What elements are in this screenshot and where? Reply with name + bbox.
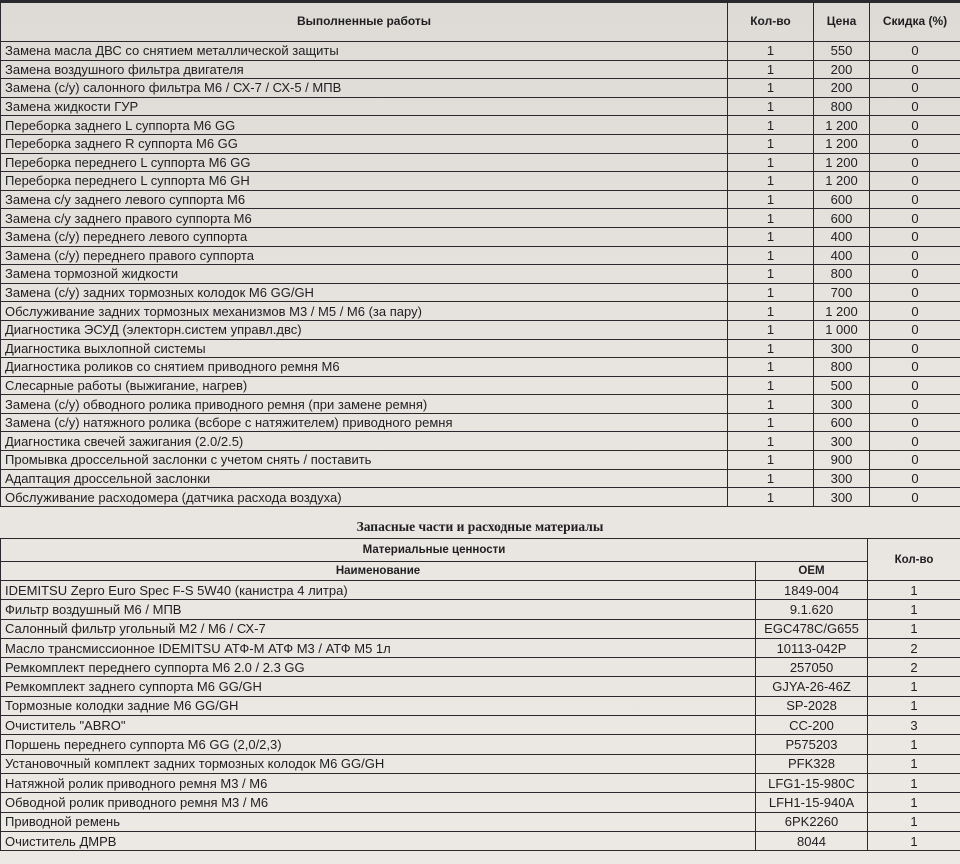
works-row: [1, 209, 960, 228]
parts-row: [1, 793, 960, 812]
part-name-cell: Установочный комплект задних тормозных колодок М6 GG/GH: [1, 754, 756, 773]
part-oem-cell: 9.1.620: [756, 600, 868, 619]
work-qty-cell: 1: [728, 469, 814, 488]
work-qty-cell: 1: [728, 413, 814, 432]
work-qty-cell: 1: [728, 432, 814, 451]
work-discount-cell: 0: [870, 320, 960, 339]
parts-row: [1, 677, 960, 696]
work-name-cell: Переборка переднего L суппорта М6 GG: [1, 153, 728, 172]
work-qty-cell: 1: [728, 153, 814, 172]
work-qty-cell: 1: [728, 97, 814, 116]
work-name-cell: Замена масла ДВС со снятием металлической защиты: [1, 42, 728, 61]
parts-row: [1, 735, 960, 754]
work-discount-cell: 0: [870, 395, 960, 414]
work-price-cell: 1 200: [814, 302, 870, 321]
parts-row: [1, 716, 960, 735]
work-name-cell: Диагностика выхлопной системы: [1, 339, 728, 358]
parts-row: [1, 812, 960, 831]
part-qty-cell: 1: [868, 812, 960, 831]
work-qty-cell: 1: [728, 358, 814, 377]
work-name-cell: Переборка заднего L суппорта М6 GG: [1, 116, 728, 135]
part-qty-cell: 1: [868, 619, 960, 638]
works-row: [1, 190, 960, 209]
works-header-row: [1, 1, 960, 42]
work-discount-cell: 0: [870, 265, 960, 284]
work-discount-cell: 0: [870, 469, 960, 488]
part-oem-cell: GJYA-26-46Z: [756, 677, 868, 696]
parts-header-group: Материальные ценности: [1, 539, 868, 562]
work-name-cell: Замена воздушного фильтра двигателя: [1, 60, 728, 79]
work-discount-cell: 0: [870, 116, 960, 135]
work-qty-cell: 1: [728, 227, 814, 246]
parts-row: [1, 754, 960, 773]
works-row: [1, 116, 960, 135]
part-oem-cell: 257050: [756, 658, 868, 677]
work-discount-cell: 0: [870, 376, 960, 395]
work-qty-cell: 1: [728, 376, 814, 395]
work-name-cell: Диагностика роликов со снятием приводного ремня М6: [1, 358, 728, 377]
work-discount-cell: 0: [870, 413, 960, 432]
works-row: [1, 413, 960, 432]
work-discount-cell: 0: [870, 358, 960, 377]
parts-header-row-2: [1, 562, 960, 581]
works-row: [1, 42, 960, 61]
work-qty-cell: 1: [728, 395, 814, 414]
works-row: [1, 358, 960, 377]
works-row: [1, 134, 960, 153]
parts-header-oem: OEM: [756, 562, 868, 581]
work-qty-cell: 1: [728, 451, 814, 470]
work-price-cell: 550: [814, 42, 870, 61]
work-price-cell: 1 000: [814, 320, 870, 339]
part-name-cell: Поршень переднего суппорта М6 GG (2,0/2,3): [1, 735, 756, 754]
part-name-cell: Приводной ремень: [1, 812, 756, 831]
work-price-cell: 300: [814, 395, 870, 414]
work-name-cell: Замена с/у заднего правого суппорта М6: [1, 209, 728, 228]
work-qty-cell: 1: [728, 116, 814, 135]
work-price-cell: 300: [814, 432, 870, 451]
part-name-cell: Ремкомплект переднего суппорта М6 2.0 / 2.3 GG: [1, 658, 756, 677]
work-discount-cell: 0: [870, 134, 960, 153]
works-row: [1, 320, 960, 339]
work-price-cell: 600: [814, 190, 870, 209]
work-name-cell: Слесарные работы (выжигание, нагрев): [1, 376, 728, 395]
work-name-cell: Замена (с/у) салонного фильтра М6 / СХ-7 / СХ-5 / МПВ: [1, 79, 728, 98]
work-name-cell: Диагностика ЭСУД (электорн.систем управл.двс): [1, 320, 728, 339]
work-price-cell: 1 200: [814, 172, 870, 191]
works-header-name: Выполненные работы: [1, 1, 728, 42]
work-discount-cell: 0: [870, 190, 960, 209]
work-qty-cell: 1: [728, 42, 814, 61]
works-row: [1, 451, 960, 470]
part-name-cell: Обводной ролик приводного ремня М3 / М6: [1, 793, 756, 812]
work-name-cell: Обслуживание задних тормозных механизмов М3 / М5 / М6 (за пару): [1, 302, 728, 321]
part-name-cell: Масло трансмиссионное IDEMITSU АТФ-М АТФ М3 / АТФ М5 1л: [1, 638, 756, 657]
part-qty-cell: 2: [868, 658, 960, 677]
parts-row: [1, 773, 960, 792]
part-qty-cell: 2: [868, 638, 960, 657]
part-qty-cell: 1: [868, 831, 960, 850]
work-price-cell: 300: [814, 488, 870, 507]
part-qty-cell: 1: [868, 581, 960, 600]
part-name-cell: Фильтр воздушный М6 / МПВ: [1, 600, 756, 619]
work-price-cell: 700: [814, 283, 870, 302]
work-name-cell: Промывка дроссельной заслонки с учетом снять / поставить: [1, 451, 728, 470]
parts-row: [1, 696, 960, 715]
work-discount-cell: 0: [870, 339, 960, 358]
work-price-cell: 600: [814, 413, 870, 432]
works-row: [1, 246, 960, 265]
work-name-cell: Адаптация дроссельной заслонки: [1, 469, 728, 488]
works-header-price: Цена: [814, 1, 870, 42]
work-price-cell: 200: [814, 60, 870, 79]
work-discount-cell: 0: [870, 60, 960, 79]
work-name-cell: Замена тормозной жидкости: [1, 265, 728, 284]
part-oem-cell: P575203: [756, 735, 868, 754]
part-oem-cell: LFG1-15-980C: [756, 773, 868, 792]
work-name-cell: Переборка переднего L суппорта М6 GH: [1, 172, 728, 191]
work-qty-cell: 1: [728, 302, 814, 321]
work-price-cell: 800: [814, 265, 870, 284]
work-price-cell: 500: [814, 376, 870, 395]
work-price-cell: 800: [814, 358, 870, 377]
parts-row: [1, 619, 960, 638]
work-name-cell: Замена (с/у) обводного ролика приводного ремня (при замене ремня): [1, 395, 728, 414]
work-discount-cell: 0: [870, 79, 960, 98]
part-qty-cell: 3: [868, 716, 960, 735]
work-discount-cell: 0: [870, 451, 960, 470]
works-row: [1, 432, 960, 451]
work-name-cell: Замена (с/у) переднего правого суппорта: [1, 246, 728, 265]
part-oem-cell: PFK328: [756, 754, 868, 773]
work-price-cell: 900: [814, 451, 870, 470]
part-qty-cell: 1: [868, 600, 960, 619]
part-oem-cell: SP-2028: [756, 696, 868, 715]
works-row: [1, 172, 960, 191]
works-row: [1, 153, 960, 172]
works-row: [1, 339, 960, 358]
parts-header-qty: Кол-во: [868, 539, 960, 581]
work-discount-cell: 0: [870, 488, 960, 507]
works-row: [1, 395, 960, 414]
works-row: [1, 265, 960, 284]
work-name-cell: Замена (с/у) переднего левого суппорта: [1, 227, 728, 246]
work-discount-cell: 0: [870, 283, 960, 302]
works-row: [1, 97, 960, 116]
part-name-cell: Салонный фильтр угольный М2 / М6 / СХ-7: [1, 619, 756, 638]
work-qty-cell: 1: [728, 265, 814, 284]
part-name-cell: Очиститель "ABRO": [1, 716, 756, 735]
works-row: [1, 376, 960, 395]
work-price-cell: 400: [814, 246, 870, 265]
work-name-cell: Замена (с/у) натяжного ролика (всборе с натяжителем) приводного ремня: [1, 413, 728, 432]
work-discount-cell: 0: [870, 153, 960, 172]
part-oem-cell: LFH1-15-940A: [756, 793, 868, 812]
work-qty-cell: 1: [728, 209, 814, 228]
part-oem-cell: 8044: [756, 831, 868, 850]
parts-row: [1, 831, 960, 850]
work-qty-cell: 1: [728, 488, 814, 507]
part-name-cell: Ремкомплект заднего суппорта М6 GG/GH: [1, 677, 756, 696]
work-qty-cell: 1: [728, 339, 814, 358]
part-oem-cell: 1849-004: [756, 581, 868, 600]
part-qty-cell: 1: [868, 677, 960, 696]
part-qty-cell: 1: [868, 773, 960, 792]
parts-section-title: Запасные части и расходные материалы: [356, 519, 604, 534]
works-row: [1, 302, 960, 321]
parts-row: [1, 638, 960, 657]
work-discount-cell: 0: [870, 246, 960, 265]
part-qty-cell: 1: [868, 735, 960, 754]
work-name-cell: Замена с/у заднего левого суппорта М6: [1, 190, 728, 209]
parts-header-name: Наименование: [1, 562, 756, 581]
part-qty-cell: 1: [868, 754, 960, 773]
work-qty-cell: 1: [728, 320, 814, 339]
work-qty-cell: 1: [728, 134, 814, 153]
work-qty-cell: 1: [728, 283, 814, 302]
part-name-cell: IDEMITSU Zepro Euro Spec F-S 5W40 (канистра 4 литра): [1, 581, 756, 600]
work-discount-cell: 0: [870, 97, 960, 116]
works-row: [1, 488, 960, 507]
part-qty-cell: 1: [868, 696, 960, 715]
work-qty-cell: 1: [728, 79, 814, 98]
works-row: [1, 283, 960, 302]
parts-table: [0, 538, 960, 851]
part-oem-cell: EGC478C/G655: [756, 619, 868, 638]
work-qty-cell: 1: [728, 190, 814, 209]
work-qty-cell: 1: [728, 60, 814, 79]
part-oem-cell: 10113-042P: [756, 638, 868, 657]
work-name-cell: Диагностика свечей зажигания (2.0/2.5): [1, 432, 728, 451]
work-discount-cell: 0: [870, 209, 960, 228]
part-name-cell: Тормозные колодки задние М6 GG/GH: [1, 696, 756, 715]
work-price-cell: 300: [814, 469, 870, 488]
works-row: [1, 79, 960, 98]
work-discount-cell: 0: [870, 172, 960, 191]
work-price-cell: 200: [814, 79, 870, 98]
works-row: [1, 227, 960, 246]
work-name-cell: Обслуживание расходомера (датчика расхода воздуха): [1, 488, 728, 507]
work-discount-cell: 0: [870, 302, 960, 321]
work-price-cell: 1 200: [814, 153, 870, 172]
part-name-cell: Натяжной ролик приводного ремня М3 / М6: [1, 773, 756, 792]
part-qty-cell: 1: [868, 793, 960, 812]
work-price-cell: 300: [814, 339, 870, 358]
work-price-cell: 400: [814, 227, 870, 246]
work-price-cell: 1 200: [814, 116, 870, 135]
part-oem-cell: CC-200: [756, 716, 868, 735]
work-qty-cell: 1: [728, 246, 814, 265]
work-discount-cell: 0: [870, 227, 960, 246]
parts-row: [1, 600, 960, 619]
parts-row: [1, 658, 960, 677]
work-discount-cell: 0: [870, 432, 960, 451]
parts-header-row-1: [1, 539, 960, 562]
works-row: [1, 60, 960, 79]
work-price-cell: 800: [814, 97, 870, 116]
works-header-discount: Скидка (%): [870, 1, 960, 42]
work-name-cell: Переборка заднего R суппорта М6 GG: [1, 134, 728, 153]
works-header-qty: Кол-во: [728, 1, 814, 42]
work-qty-cell: 1: [728, 172, 814, 191]
part-name-cell: Очиститель ДМРВ: [1, 831, 756, 850]
work-price-cell: 600: [814, 209, 870, 228]
parts-row: [1, 581, 960, 600]
part-oem-cell: 6PK2260: [756, 812, 868, 831]
work-discount-cell: 0: [870, 42, 960, 61]
works-row: [1, 469, 960, 488]
work-name-cell: Замена жидкости ГУР: [1, 97, 728, 116]
work-name-cell: Замена (с/у) задних тормозных колодок М6 GG/GH: [1, 283, 728, 302]
work-price-cell: 1 200: [814, 134, 870, 153]
